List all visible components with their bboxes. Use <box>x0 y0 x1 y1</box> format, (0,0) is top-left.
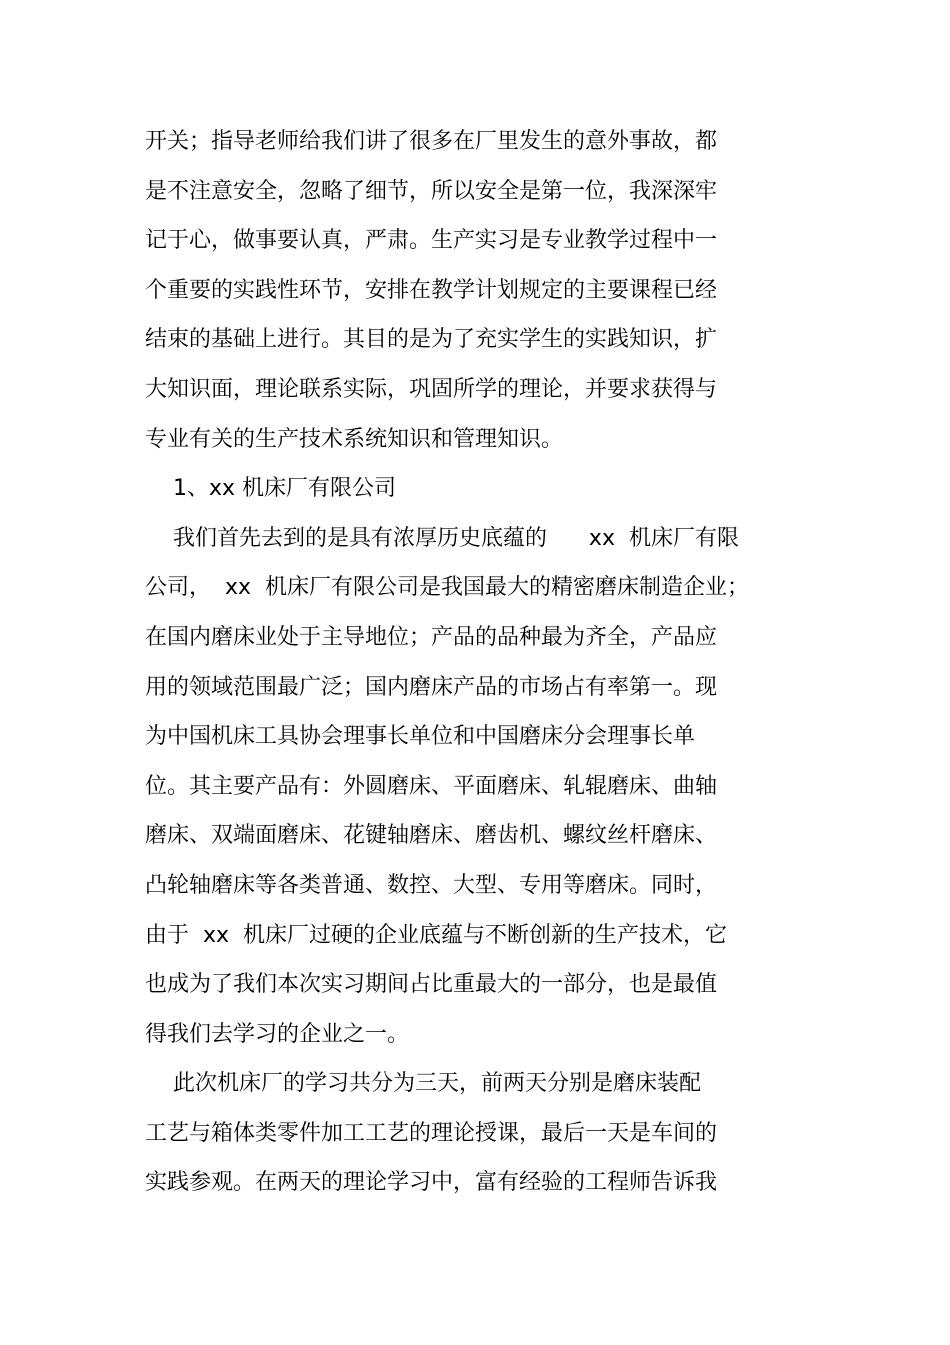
text-line: 专业有关的生产技术系统知识和管理知识。 <box>145 426 564 452</box>
text-line: 由于 xx 机床厂过硬的企业底蕴与不断创新的生产技术，它 <box>145 922 728 948</box>
text-line: 我们首先去到的是具有浓厚历史底蕴的 xx 机床厂有限 <box>145 525 739 551</box>
text-line: 记于心，做事要认真，严肃。生产实习是专业教学过程中一 <box>145 228 718 254</box>
text-line: 大知识面，理论联系实际，巩固所学的理论，并要求获得与 <box>145 376 718 402</box>
text-line: 个重要的实践性环节，安排在教学计划规定的主要课程已经 <box>145 277 718 303</box>
text-line: 用的领域范围最广泛；国内磨床产品的市场占有率第一。现 <box>145 674 718 700</box>
text-line: 公司， xx 机床厂有限公司是我国最大的精密磨床制造企业； <box>145 575 750 601</box>
text-line: 开关；指导老师给我们讲了很多在厂里发生的意外事故，都 <box>145 129 718 154</box>
text-line: 结束的基础上进行。其目的是为了充实学生的实践知识，扩 <box>145 327 718 353</box>
section-heading: 1、xx 机床厂有限公司 <box>145 476 397 502</box>
text-line: 磨床、双端面磨床、花键轴磨床、磨齿机、螺纹丝杆磨床、 <box>145 823 718 849</box>
text-line: 为中国机床工具协会理事长单位和中国磨床分会理事长单 <box>145 724 696 750</box>
text-line: 工艺与箱体类零件加工工艺的理论授课，最后一天是车间的 <box>145 1120 718 1146</box>
text-line: 在国内磨床业处于主导地位；产品的品种最为齐全，产品应 <box>145 624 718 650</box>
text-line: 是不注意安全，忽略了细节，所以安全是第一位，我深深牢 <box>145 178 718 204</box>
text-line: 此次机床厂的学习共分为三天，前两天分别是磨床装配 <box>145 1071 701 1097</box>
body-text <box>145 117 845 1208</box>
text-line: 位。其主要产品有：外圆磨床、平面磨床、轧辊磨床、曲轴 <box>145 773 718 799</box>
text-line: 得我们去学习的企业之一。 <box>145 1021 410 1047</box>
text-line: 实践参观。在两天的理论学习中，富有经验的工程师告诉我 <box>145 1170 718 1196</box>
text-line: 也成为了我们本次实习期间占比重最大的一部分，也是最值 <box>145 972 718 998</box>
text-line: 凸轮轴磨床等各类普通、数控、大型、专用等磨床。同时， <box>145 872 718 898</box>
